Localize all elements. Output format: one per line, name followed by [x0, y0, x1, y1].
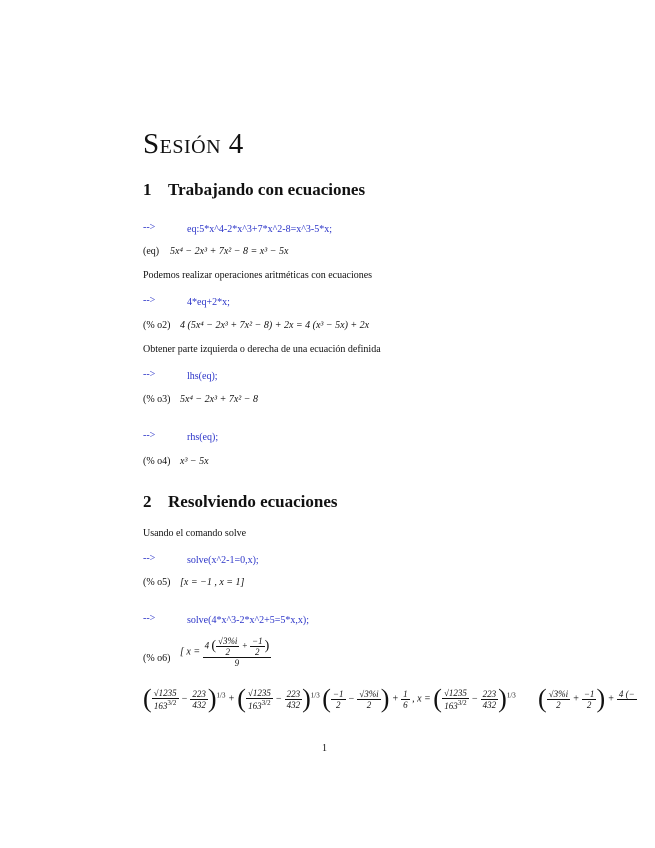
output-o6-line2-tail: ( $\frac{√3\%i}{2}$ + $\frac{-1}{2}$ ) + 4 (−	[538, 684, 635, 713]
section-title: Trabajando con ecuaciones	[168, 180, 366, 199]
input-prompt: -->	[143, 553, 156, 564]
output-o5: [x = −1 , x = 1]	[180, 577, 245, 588]
paragraph-text: Podemos realizar operaciones aritméticas con ecuaciones	[143, 270, 373, 281]
output-o6-line2: ( $\frac{√1235}{163^{3/2}}$ − $\frac{223}{432}$ )$^{1/3}$ + ( $\frac{√1235}{163^{3/2}}$ − $\frac{223}{432}$ )$^{1/3}$ ( $\frac{-1}{2}$ − $\frac{√3\%i}{2}$ ) + $\frac{1}{6}$ , x = ( $\frac{√1235}{163^{3/2}}$ − $\frac{223}{432}$ )$^{1/3}$	[143, 684, 516, 713]
input-command-3[interactable]: lhs(eq);	[187, 371, 218, 382]
output-label-o2: (% o2)	[143, 320, 171, 331]
input-command-6[interactable]: solve(4*x^3-2*x^2+5=5*x,x);	[187, 615, 310, 626]
output-label-o5: (% o5)	[143, 577, 171, 588]
output-label-o4: (% o4)	[143, 456, 171, 467]
output-label-eq: (eq)	[143, 246, 160, 257]
title-rest: esión 4	[159, 128, 244, 160]
page-number: 1	[322, 743, 327, 754]
section-title: Resolviendo ecuaciones	[168, 492, 338, 511]
input-prompt: -->	[143, 222, 156, 233]
input-prompt: -->	[143, 430, 156, 441]
section-heading-1	[143, 180, 365, 200]
fraction: 4 ( $\frac{√3\%i}{2}$ + $\frac{-1}{2}$ ) 9	[204, 636, 270, 668]
input-prompt: -->	[143, 613, 156, 624]
output-label-o6: (% o6)	[143, 653, 171, 664]
output-eq: 5x⁴ − 2x³ + 7x² − 8 = x³ − 5x	[170, 246, 289, 257]
output-label-o3: (% o3)	[143, 394, 171, 405]
output-o2: 4 (5x⁴ − 2x³ + 7x² − 8) + 2x = 4 (x³ − 5x) + 2x	[180, 320, 370, 331]
output-o3: 5x⁴ − 2x³ + 7x² − 8	[180, 394, 259, 405]
input-command-2[interactable]: 4*eq+2*x;	[187, 297, 230, 308]
input-command-4[interactable]: rhs(eq);	[187, 432, 219, 443]
input-prompt: -->	[143, 369, 156, 380]
title-initial: S	[143, 128, 160, 160]
output-o4: x³ − 5x	[180, 456, 209, 467]
section-number: 1	[143, 180, 152, 199]
input-prompt: -->	[143, 295, 156, 306]
input-command-1[interactable]: eq:5*x^4-2*x^3+7*x^2-8=x^3-5*x;	[187, 224, 333, 235]
paragraph-text: Obtener parte izquierda o derecha de una ecuación definida	[143, 344, 381, 355]
input-command-5[interactable]: solve(x^2-1=0,x);	[187, 555, 259, 566]
output-o6-line1: [ x = 4 ( $\frac{√3\%i}{2}$ + $\frac{-1}{2}$ ) 9	[180, 636, 270, 668]
session-title	[143, 128, 244, 161]
section-number: 2	[143, 492, 152, 511]
section-heading-2	[143, 492, 338, 512]
paragraph-text: Usando el comando solve	[143, 528, 247, 539]
